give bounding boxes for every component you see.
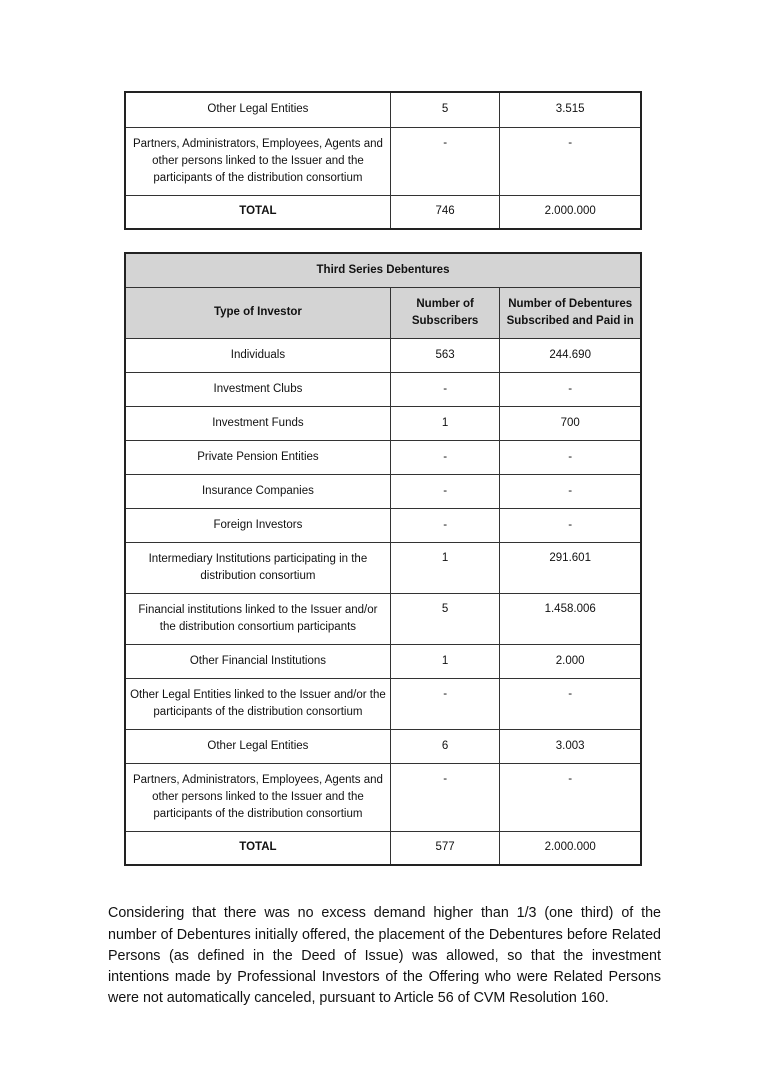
investor-type-cell: Other Financial Institutions: [125, 644, 390, 678]
subscribers-cell: 1: [390, 542, 500, 593]
table-row: [125, 678, 641, 729]
investor-type-cell: Foreign Investors: [125, 508, 390, 542]
table-row: [125, 372, 641, 406]
table-row: [125, 644, 641, 678]
subscribers-cell: -: [390, 763, 500, 831]
subscribers-cell: 6: [390, 729, 500, 763]
debentures-cell: -: [500, 678, 641, 729]
investor-type-cell: Financial institutions linked to the Issuer and/or the distribution consortium participants: [125, 593, 390, 644]
table-row: [125, 474, 641, 508]
subscribers-cell: 563: [390, 338, 500, 372]
total-debentures: 2.000.000: [500, 831, 641, 865]
debentures-cell: -: [500, 127, 641, 195]
table-row: [125, 593, 641, 644]
table-row: [125, 508, 641, 542]
debentures-cell: -: [500, 372, 641, 406]
debentures-cell: -: [500, 474, 641, 508]
subscribers-cell: -: [390, 508, 500, 542]
total-row: [125, 195, 641, 229]
subscribers-cell: -: [390, 678, 500, 729]
body-paragraph: Considering that there was no excess demand higher than 1/3 (one third) of the number of Debentures initially offered, the placement of the Debentures before Related Persons (as defined in the Deed of Issue) was allowed, so that the investment intentions made by Professional Investors of the Offering who were Related Persons were not automatically canceled, pursuant to Article 56 of CVM Resolution 160.: [108, 905, 661, 1007]
debentures-cell: -: [500, 508, 641, 542]
table-row: [125, 127, 641, 195]
header-type-of-investor: Type of Investor: [125, 287, 390, 338]
table-row: [125, 406, 641, 440]
subscribers-cell: -: [390, 474, 500, 508]
table-row: [125, 338, 641, 372]
debentures-cell: -: [500, 763, 641, 831]
subscribers-cell: -: [390, 440, 500, 474]
third-series-table: [124, 252, 642, 866]
table-row: [125, 92, 641, 127]
investor-type-cell: Intermediary Institutions participating in the distribution consortium: [125, 542, 390, 593]
investor-type-cell: Individuals: [125, 338, 390, 372]
debentures-cell: 700: [500, 406, 641, 440]
table-row: [125, 763, 641, 831]
subscribers-cell: -: [390, 127, 500, 195]
investor-type-cell: Investment Clubs: [125, 372, 390, 406]
investor-type-cell: Other Legal Entities linked to the Issuer and/or the participants of the distribution consortium: [125, 678, 390, 729]
subscribers-cell: 1: [390, 406, 500, 440]
total-subscribers: 577: [390, 831, 500, 865]
debentures-cell: 2.000: [500, 644, 641, 678]
debentures-cell: 3.003: [500, 729, 641, 763]
total-debentures: 2.000.000: [500, 195, 641, 229]
total-row: [125, 831, 641, 865]
debentures-cell: 244.690: [500, 338, 641, 372]
debentures-cell: 3.515: [500, 92, 641, 127]
total-label: TOTAL: [125, 195, 390, 229]
table-title-row: [125, 253, 641, 287]
debentures-cell: 291.601: [500, 542, 641, 593]
table-row: [125, 440, 641, 474]
subscribers-cell: 1: [390, 644, 500, 678]
subscribers-cell: -: [390, 372, 500, 406]
debentures-cell: -: [500, 440, 641, 474]
total-label: TOTAL: [125, 831, 390, 865]
subscribers-cell: 5: [390, 593, 500, 644]
investor-type-cell: Private Pension Entities: [125, 440, 390, 474]
continued-investor-table: [124, 91, 642, 230]
table-row: [125, 542, 641, 593]
investor-type-cell: Investment Funds: [125, 406, 390, 440]
header-number-of-subscribers: Number of Subscribers: [390, 287, 500, 338]
investor-type-cell: Partners, Administrators, Employees, Agents and other persons linked to the Issuer and the participants of the distribution consortium: [125, 127, 390, 195]
table-row: [125, 729, 641, 763]
investor-type-cell: Other Legal Entities: [125, 92, 390, 127]
header-number-of-debentures: Number of Debentures Subscribed and Paid in: [500, 287, 641, 338]
debentures-cell: 1.458.006: [500, 593, 641, 644]
table-title: Third Series Debentures: [125, 253, 641, 287]
total-subscribers: 746: [390, 195, 500, 229]
investor-type-cell: Partners, Administrators, Employees, Agents and other persons linked to the Issuer and the participants of the distribution consortium: [125, 763, 390, 831]
table-header-row: [125, 287, 641, 338]
investor-type-cell: Other Legal Entities: [125, 729, 390, 763]
subscribers-cell: 5: [390, 92, 500, 127]
investor-type-cell: Insurance Companies: [125, 474, 390, 508]
